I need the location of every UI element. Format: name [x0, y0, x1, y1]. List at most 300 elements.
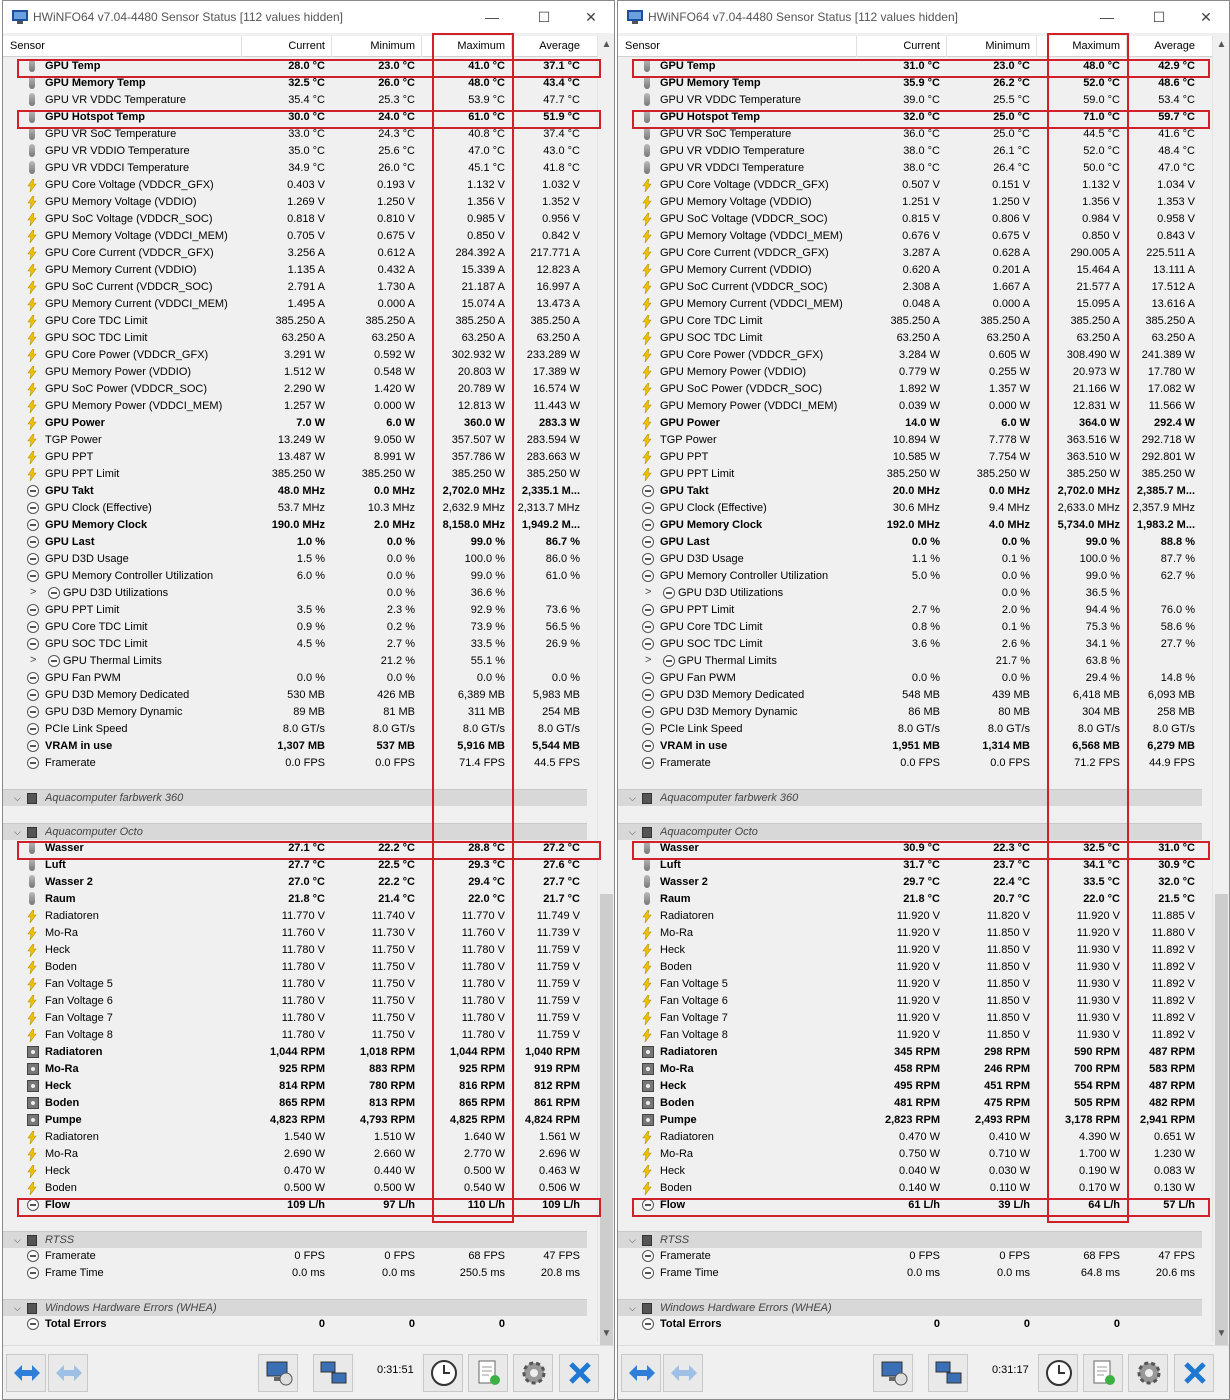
sensor-row[interactable] — [618, 619, 1202, 636]
sensor-row[interactable] — [3, 602, 587, 619]
sensor-label: PCIe Link Speed — [45, 723, 128, 735]
clock-icon — [48, 655, 60, 667]
minimum-value: 0.0 % — [386, 570, 415, 582]
sensor-row[interactable] — [618, 1027, 1202, 1044]
current-value: 0.0 % — [911, 536, 940, 548]
sensor-row[interactable] — [3, 432, 587, 449]
sensor-label: GPU Core Voltage (VDDCR_GFX) — [660, 179, 829, 191]
minimum-value: 22.2 °C — [378, 876, 415, 888]
scroll-up-arrow[interactable]: ▲ — [601, 39, 612, 50]
maximum-value: 11.920 V — [1076, 927, 1120, 939]
current-value: 0.0 ms — [291, 1267, 325, 1279]
average-value: 5,544 MB — [532, 740, 580, 752]
sensor-row[interactable] — [3, 500, 587, 517]
network-button[interactable] — [873, 1354, 913, 1392]
maximize-button[interactable]: ☐ — [537, 9, 551, 25]
sensor-row[interactable] — [3, 891, 587, 908]
sensor-row[interactable] — [3, 1163, 587, 1180]
expand-arrows-button[interactable] — [621, 1354, 661, 1392]
sensor-row[interactable] — [3, 704, 587, 721]
maximum-value: 0.190 W — [1079, 1165, 1120, 1177]
sensor-row[interactable] — [3, 1078, 587, 1095]
col-maximum[interactable]: Maximum — [1072, 40, 1120, 52]
sensor-row[interactable] — [3, 126, 587, 143]
sensor-row[interactable] — [618, 279, 1202, 296]
maximize-button[interactable]: ☐ — [1152, 9, 1166, 25]
average-value: 27.7 °C — [543, 876, 580, 888]
sensor-group-row[interactable] — [3, 823, 587, 840]
maximum-value: 99.0 % — [1085, 536, 1120, 548]
maximum-value: 63.250 A — [461, 332, 505, 344]
sensor-row[interactable] — [618, 551, 1202, 568]
sensor-row[interactable] — [618, 330, 1202, 347]
collapse-arrows-button[interactable] — [663, 1354, 703, 1392]
sensor-row[interactable] — [618, 1095, 1202, 1112]
sensor-row[interactable] — [618, 1129, 1202, 1146]
sensor-row[interactable] — [3, 585, 587, 602]
sensor-row[interactable] — [3, 636, 587, 653]
scroll-up-arrow[interactable]: ▲ — [1216, 39, 1227, 50]
sensor-label: Flow — [45, 1199, 71, 1211]
average-value: 27.7 % — [1160, 638, 1195, 650]
sensor-compare-button[interactable] — [928, 1354, 968, 1392]
voltage-icon — [27, 230, 39, 242]
current-value: 11.760 V — [281, 927, 325, 939]
sensor-row[interactable] — [3, 1129, 587, 1146]
sensor-row[interactable] — [618, 449, 1202, 466]
sensor-row[interactable] — [618, 126, 1202, 143]
sensor-row[interactable] — [3, 1197, 587, 1214]
sensor-row[interactable] — [3, 347, 587, 364]
sensor-label: Framerate — [45, 757, 96, 769]
sensor-row[interactable] — [618, 466, 1202, 483]
sensor-group-row[interactable] — [618, 1299, 1202, 1316]
sensor-row[interactable] — [3, 1112, 587, 1129]
col-average[interactable]: Average — [539, 40, 580, 52]
minimum-value: 0.0 FPS — [990, 757, 1030, 769]
sensor-row[interactable] — [3, 1316, 587, 1333]
sensor-row[interactable] — [3, 840, 587, 857]
sensor-row[interactable] — [618, 687, 1202, 704]
sensor-row[interactable] — [3, 245, 587, 262]
sensor-row[interactable] — [618, 602, 1202, 619]
voltage-icon — [27, 434, 39, 446]
voltage-icon — [27, 281, 39, 293]
average-value: 63.250 A — [536, 332, 580, 344]
current-value: 0.0 FPS — [900, 757, 940, 769]
sensor-group-row[interactable] — [3, 1231, 587, 1248]
close-button[interactable] — [559, 1354, 599, 1392]
sensor-group-row[interactable] — [3, 1299, 587, 1316]
current-value: 86 MB — [908, 706, 940, 718]
average-value: 47 FPS — [1158, 1250, 1195, 1262]
sensor-row[interactable] — [3, 874, 587, 891]
sensor-row[interactable] — [3, 976, 587, 993]
sensor-row[interactable] — [3, 619, 587, 636]
minimum-value: 813 RPM — [369, 1097, 415, 1109]
sensor-row[interactable] — [618, 1265, 1202, 1282]
sensor-row[interactable] — [618, 517, 1202, 534]
current-value: 11.780 V — [281, 978, 325, 990]
clock-icon — [642, 1199, 654, 1211]
sensor-row[interactable] — [618, 58, 1202, 75]
sensor-row[interactable] — [3, 1248, 587, 1265]
clock-icon — [27, 672, 39, 684]
sensor-row[interactable] — [618, 993, 1202, 1010]
column-header — [618, 36, 1212, 57]
sensor-row[interactable] — [3, 313, 587, 330]
sensor-row[interactable] — [618, 381, 1202, 398]
col-sensor[interactable]: Sensor — [625, 40, 660, 52]
expand-arrows-button[interactable] — [6, 1354, 46, 1392]
sensor-row[interactable] — [618, 1163, 1202, 1180]
sensor-row[interactable] — [618, 313, 1202, 330]
sensor-group-row[interactable] — [618, 1231, 1202, 1248]
sensor-row[interactable] — [618, 908, 1202, 925]
sensor-row[interactable] — [618, 245, 1202, 262]
sensor-row[interactable] — [618, 1078, 1202, 1095]
sensor-row[interactable] — [618, 534, 1202, 551]
minimum-value: 11.750 V — [371, 978, 415, 990]
average-value: 6,093 MB — [1147, 689, 1195, 701]
sensor-row[interactable] — [618, 721, 1202, 738]
sensor-row[interactable] — [3, 908, 587, 925]
sensor-row[interactable] — [3, 857, 587, 874]
sensor-row[interactable] — [618, 585, 1202, 602]
minimize-button[interactable]: — — [1100, 9, 1114, 25]
maximum-value: 92.9 % — [470, 604, 505, 616]
clock-icon — [642, 502, 654, 514]
sensor-row[interactable] — [618, 109, 1202, 126]
sensor-row[interactable] — [618, 1180, 1202, 1197]
sensor-row[interactable] — [618, 1010, 1202, 1027]
maximum-value: 36.5 % — [1085, 587, 1120, 599]
sensor-row[interactable] — [618, 755, 1202, 772]
sensor-label: VRAM in use — [660, 740, 728, 752]
minimum-value: 385.250 W — [976, 468, 1030, 480]
sensor-row[interactable] — [618, 500, 1202, 517]
col-minimum[interactable]: Minimum — [985, 40, 1030, 52]
sensor-row[interactable] — [3, 194, 587, 211]
timer-reset-button[interactable] — [423, 1354, 463, 1392]
expand-chevron-icon[interactable]: > — [30, 654, 37, 666]
sensor-row[interactable] — [3, 738, 587, 755]
blank-row — [3, 806, 587, 823]
sensor-row[interactable] — [618, 296, 1202, 313]
sensor-row[interactable] — [3, 177, 587, 194]
clock-icon — [27, 570, 39, 582]
col-current[interactable]: Current — [288, 40, 325, 52]
sensor-row[interactable] — [618, 75, 1202, 92]
chip-icon — [642, 827, 652, 838]
col-sensor[interactable]: Sensor — [10, 40, 45, 52]
sensor-row[interactable] — [3, 534, 587, 551]
average-value: 73.6 % — [545, 604, 580, 616]
sensor-row[interactable] — [618, 925, 1202, 942]
sensor-row[interactable] — [3, 92, 587, 109]
group-label: RTSS — [45, 1234, 75, 1246]
maximum-value: 73.9 % — [470, 621, 505, 633]
maximum-value: 590 RPM — [1074, 1046, 1120, 1058]
collapse-chevron-icon[interactable]: ⌵ — [629, 1235, 636, 1245]
sensor-row[interactable] — [618, 959, 1202, 976]
sensor-row[interactable] — [3, 1010, 587, 1027]
network-button[interactable] — [258, 1354, 298, 1392]
average-value: 583 RPM — [1149, 1063, 1195, 1075]
current-value: 1.495 A — [287, 298, 325, 310]
minimum-value: 1.730 A — [377, 281, 415, 293]
sensor-row[interactable] — [618, 483, 1202, 500]
voltage-icon — [642, 978, 654, 990]
minimum-value: 22.2 °C — [378, 842, 415, 854]
sensor-row[interactable] — [618, 857, 1202, 874]
sensor-row[interactable] — [618, 398, 1202, 415]
average-value: 258 MB — [1157, 706, 1195, 718]
sensor-row[interactable] — [3, 1027, 587, 1044]
sensor-row[interactable] — [618, 92, 1202, 109]
sensor-row[interactable] — [3, 670, 587, 687]
expand-chevron-icon[interactable]: > — [645, 586, 652, 598]
logging-button[interactable] — [468, 1354, 508, 1392]
current-value: 0.0 % — [911, 672, 940, 684]
sensor-label: Fan Voltage 7 — [45, 1012, 113, 1024]
maximum-value: 5,916 MB — [457, 740, 505, 752]
current-value: 0.039 W — [899, 400, 940, 412]
sensor-row[interactable] — [3, 925, 587, 942]
sensor-row[interactable] — [3, 364, 587, 381]
average-value: 17.389 W — [532, 366, 580, 378]
collapse-arrows-button[interactable] — [48, 1354, 88, 1392]
sensor-row[interactable] — [3, 993, 587, 1010]
sensor-label: Fan Voltage 6 — [660, 995, 728, 1007]
sensor-row[interactable] — [618, 874, 1202, 891]
current-value: 61 L/h — [908, 1199, 940, 1211]
blank-row — [618, 1282, 1202, 1299]
sensor-row[interactable] — [3, 687, 587, 704]
sensor-label: Radiatoren — [660, 1131, 714, 1143]
sensor-row[interactable] — [618, 636, 1202, 653]
sensor-label: Boden — [660, 1097, 695, 1109]
sensor-row[interactable] — [618, 653, 1202, 670]
sensor-row[interactable] — [618, 1061, 1202, 1078]
sensor-row[interactable] — [618, 177, 1202, 194]
scroll-thumb[interactable] — [1215, 894, 1228, 1356]
sensor-row[interactable] — [618, 143, 1202, 160]
collapse-chevron-icon[interactable]: ⌵ — [14, 1303, 21, 1313]
maximum-value: 1.132 V — [1082, 179, 1120, 191]
close-window-button[interactable]: ✕ — [585, 9, 597, 25]
maximum-value: 700 RPM — [1074, 1063, 1120, 1075]
sensor-label: GPU Memory Power (VDDCI_MEM) — [660, 400, 838, 412]
settings-button[interactable] — [513, 1354, 553, 1392]
sensor-row[interactable] — [618, 347, 1202, 364]
timer-reset-button[interactable] — [1038, 1354, 1078, 1392]
sensor-row[interactable] — [618, 704, 1202, 721]
sensor-row[interactable] — [618, 1316, 1202, 1333]
col-current[interactable]: Current — [903, 40, 940, 52]
voltage-icon — [27, 944, 39, 956]
vertical-scrollbar[interactable] — [1212, 36, 1229, 1342]
minimum-value: 9.050 W — [374, 434, 415, 446]
expand-chevron-icon[interactable]: > — [645, 654, 652, 666]
average-value: 2,385.7 M... — [1136, 485, 1195, 497]
current-value: 3.6 % — [911, 638, 940, 650]
sensor-row[interactable] — [3, 415, 587, 432]
maximum-value: 11.920 V — [1076, 910, 1120, 922]
sensor-row[interactable] — [618, 891, 1202, 908]
current-value: 1.540 W — [284, 1131, 325, 1143]
logging-button[interactable] — [1083, 1354, 1123, 1392]
voltage-icon — [27, 332, 39, 344]
average-value: 41.6 °C — [1158, 128, 1195, 140]
average-value: 21.7 °C — [543, 893, 580, 905]
collapse-chevron-icon[interactable]: ⌵ — [629, 793, 636, 803]
average-value: 283.3 W — [539, 417, 580, 429]
voltage-icon — [642, 400, 654, 412]
sensor-row[interactable] — [3, 262, 587, 279]
collapse-chevron-icon[interactable]: ⌵ — [629, 827, 636, 837]
sensor-row[interactable] — [3, 1180, 587, 1197]
thermometer-icon — [644, 59, 650, 72]
average-value: 385.250 W — [1141, 468, 1195, 480]
sensor-row[interactable] — [3, 279, 587, 296]
sensor-compare-button[interactable] — [313, 1354, 353, 1392]
col-minimum[interactable]: Minimum — [370, 40, 415, 52]
sensor-group-row[interactable] — [618, 789, 1202, 806]
sensor-row[interactable] — [618, 942, 1202, 959]
sensor-row[interactable] — [618, 1112, 1202, 1129]
sensor-row[interactable] — [3, 721, 587, 738]
maximum-value: 55.1 % — [470, 655, 505, 667]
scroll-down-arrow[interactable]: ▼ — [601, 1328, 612, 1339]
sensor-row[interactable] — [618, 1146, 1202, 1163]
sensor-row[interactable] — [618, 840, 1202, 857]
sensor-row[interactable] — [618, 211, 1202, 228]
sensor-row[interactable] — [618, 262, 1202, 279]
sensor-row[interactable] — [3, 381, 587, 398]
sensor-row[interactable] — [3, 449, 587, 466]
current-value: 63.250 A — [281, 332, 325, 344]
sensor-row[interactable] — [3, 211, 587, 228]
maximum-value: 11.780 V — [461, 995, 505, 1007]
close-window-button[interactable]: ✕ — [1200, 9, 1212, 25]
clock-icon — [27, 1267, 39, 1279]
scroll-down-arrow[interactable]: ▼ — [1216, 1328, 1227, 1339]
sensor-row[interactable] — [3, 296, 587, 313]
sensor-row[interactable] — [618, 194, 1202, 211]
current-value: 2.791 A — [287, 281, 325, 293]
sensor-row[interactable] — [3, 330, 587, 347]
sensor-row[interactable] — [618, 160, 1202, 177]
sensor-row[interactable] — [3, 466, 587, 483]
sensor-row[interactable] — [3, 58, 587, 75]
minimum-value: 0.612 A — [377, 247, 415, 259]
sensor-row[interactable] — [618, 364, 1202, 381]
minimize-button[interactable]: — — [485, 9, 499, 25]
average-value: 86.0 % — [545, 553, 580, 565]
voltage-icon — [642, 1148, 654, 1160]
sensor-group-row[interactable] — [3, 789, 587, 806]
scroll-thumb[interactable] — [600, 894, 613, 1356]
sensor-row[interactable] — [618, 228, 1202, 245]
sensor-row[interactable] — [618, 738, 1202, 755]
settings-button[interactable] — [1128, 1354, 1168, 1392]
sensor-row[interactable] — [3, 959, 587, 976]
voltage-icon — [642, 944, 654, 956]
sensor-row[interactable] — [3, 568, 587, 585]
sensor-group-row[interactable] — [618, 823, 1202, 840]
blank-row — [618, 806, 1202, 823]
sensor-row[interactable] — [3, 1044, 587, 1061]
average-value: 233.289 W — [526, 349, 580, 361]
sensor-label: Framerate — [660, 1250, 711, 1262]
sensor-row[interactable] — [618, 1248, 1202, 1265]
sensor-row[interactable] — [3, 1095, 587, 1112]
col-maximum[interactable]: Maximum — [457, 40, 505, 52]
sensor-row[interactable] — [3, 1061, 587, 1078]
vertical-scrollbar[interactable] — [597, 36, 614, 1342]
voltage-icon — [27, 213, 39, 225]
minimum-value: 11.850 V — [986, 978, 1030, 990]
sensor-row[interactable] — [618, 415, 1202, 432]
sensor-row[interactable] — [3, 160, 587, 177]
sensor-row[interactable] — [3, 942, 587, 959]
average-value: 88.8 % — [1160, 536, 1195, 548]
expand-chevron-icon[interactable]: > — [30, 586, 37, 598]
sensor-row[interactable] — [3, 109, 587, 126]
sensor-label: GPU PPT — [660, 451, 709, 463]
sensor-row[interactable] — [618, 976, 1202, 993]
sensor-row[interactable] — [618, 670, 1202, 687]
collapse-chevron-icon[interactable]: ⌵ — [14, 793, 21, 803]
sensor-row[interactable] — [3, 483, 587, 500]
sensor-row[interactable] — [3, 653, 587, 670]
sensor-row[interactable] — [618, 1044, 1202, 1061]
minimum-value: 0.675 V — [992, 230, 1030, 242]
sensor-row[interactable] — [3, 398, 587, 415]
sensor-label: GPU SoC Current (VDDCR_SOC) — [45, 281, 213, 293]
collapse-chevron-icon[interactable]: ⌵ — [629, 1303, 636, 1313]
minimum-value: 21.7 % — [995, 655, 1030, 667]
thermometer-icon — [29, 892, 35, 905]
current-value: 10.585 W — [892, 451, 940, 463]
sensor-row[interactable] — [3, 1146, 587, 1163]
sensor-row[interactable] — [618, 568, 1202, 585]
sensor-row[interactable] — [3, 517, 587, 534]
sensor-row[interactable] — [3, 228, 587, 245]
sensor-row[interactable] — [3, 75, 587, 92]
col-average[interactable]: Average — [1154, 40, 1195, 52]
sensor-row[interactable] — [3, 143, 587, 160]
sensor-row[interactable] — [618, 1197, 1202, 1214]
close-button[interactable] — [1174, 1354, 1214, 1392]
collapse-chevron-icon[interactable]: ⌵ — [14, 1235, 21, 1245]
maximum-value: 48.0 °C — [468, 77, 505, 89]
current-value: 11.920 V — [896, 978, 940, 990]
maximum-value: 2,702.0 MHz — [1057, 485, 1120, 497]
sensor-label: Boden — [660, 1182, 692, 1194]
sensor-row[interactable] — [3, 755, 587, 772]
maximum-value: 11.760 V — [461, 927, 505, 939]
maximum-value: 8,158.0 MHz — [442, 519, 505, 531]
sensor-row[interactable] — [3, 551, 587, 568]
current-value: 27.7 °C — [288, 859, 325, 871]
collapse-chevron-icon[interactable]: ⌵ — [14, 827, 21, 837]
sensor-row[interactable] — [618, 432, 1202, 449]
sensor-row[interactable] — [3, 1265, 587, 1282]
clock-icon — [27, 706, 39, 718]
maximum-value: 110 L/h — [467, 1199, 505, 1211]
